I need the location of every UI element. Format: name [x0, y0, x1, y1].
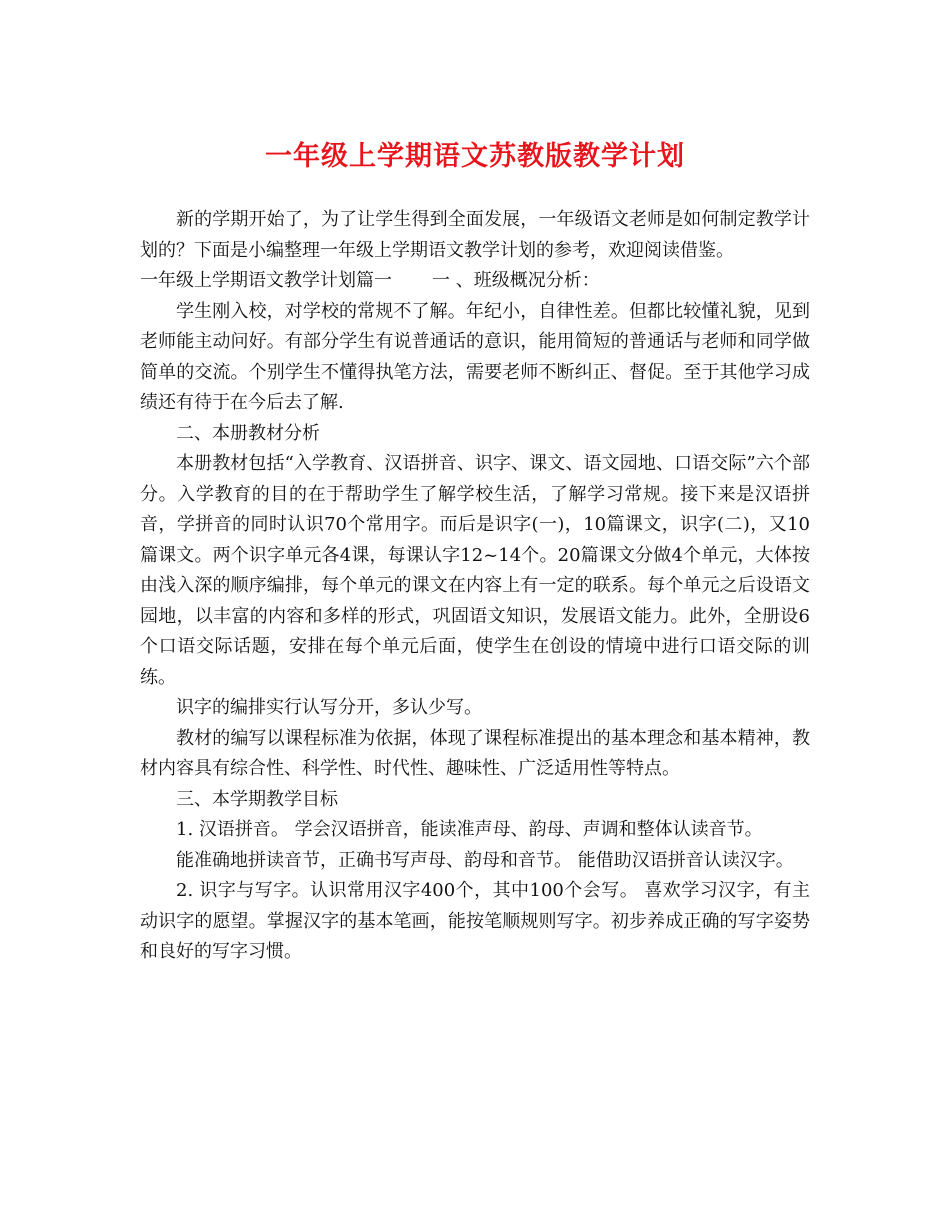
- goal-literacy-writing-paragraph: 2. 识字与写字。认识常用汉字400个，其中100个会写。 喜欢学习汉字，有主动识字的愿望。掌握汉字的基本笔画，能按笔顺规则写字。初步养成正确的写字姿势和良好的写字习惯。: [140, 880, 810, 962]
- section-heading-line: [140, 266, 810, 297]
- textbook-analysis-paragraph: 本册教材包括“入学教育、汉语拼音、识字、课文、语文园地、口语交际”六个部分。入学教育的目的在于帮助学生了解学校生活，了解学习常规。接下来是汉语拼音，学拼音的同时认识70个常用字。而后是识字(一)，10篇课文，识字(二)，又10篇课文。两个识字单元各4课，每课认字12~14个。20篇课文分做4个单元，大体按由浅入深的顺序编排，每个单元的课文在内容上有一定的联系。每个单元之后设语文园地，以丰富的内容和多样的形式，巩固语文知识，发展语文能力。此外，全册设6个口语交际话题，安排在每个单元后面，使学生在创设的情境中进行口语交际的训练。: [140, 453, 810, 688]
- document-body: [140, 205, 810, 968]
- intro-paragraph: 新的学期开始了，为了让学生得到全面发展，一年级语文老师是如何制定教学计划的？下面是小编整理一年级上学期语文教学计划的参考，欢迎阅读借鉴。: [140, 209, 810, 261]
- document-title: 一年级上学期语文苏教版教学计划: [265, 141, 685, 172]
- goal-pinyin-detail-paragraph: 能准确地拼读音节，正确书写声母、韵母和音节。 能借助汉语拼音认读汉字。: [176, 849, 794, 871]
- literacy-paragraph: 识字的编排实行认写分开，多认少写。: [176, 697, 482, 718]
- curriculum-standard-paragraph: 教材的编写以课程标准为依据，体现了课程标准提出的基本理念和基本精神，教材内容具有综合性、科学性、时代性、趣味性、广泛适用性等特点。: [140, 727, 810, 779]
- plan-part-label: 一年级上学期语文教学计划篇一: [140, 270, 392, 291]
- goal-pinyin-paragraph: 1. 汉语拼音。 学会汉语拼音，能读准声母、韵母、声调和整体认读音节。: [176, 819, 763, 840]
- class-analysis-paragraph: 学生刚入校，对学校的常规不了解。年纪小，自律性差。但都比较懂礼貌，见到老师能主动问好。有部分学生有说普通话的意识，能用简短的普通话与老师和同学做简单的交流。个别学生不懂得执笔方法，需要老师不断纠正、督促。至于其他学习成绩还有待于在今后去了解.: [140, 300, 810, 413]
- textbook-analysis-heading: 二、本册教材分析: [176, 422, 320, 444]
- teaching-goals-heading: 三、本学期教学目标: [176, 788, 338, 810]
- class-analysis-heading: 一 、班级概况分析：: [432, 270, 600, 291]
